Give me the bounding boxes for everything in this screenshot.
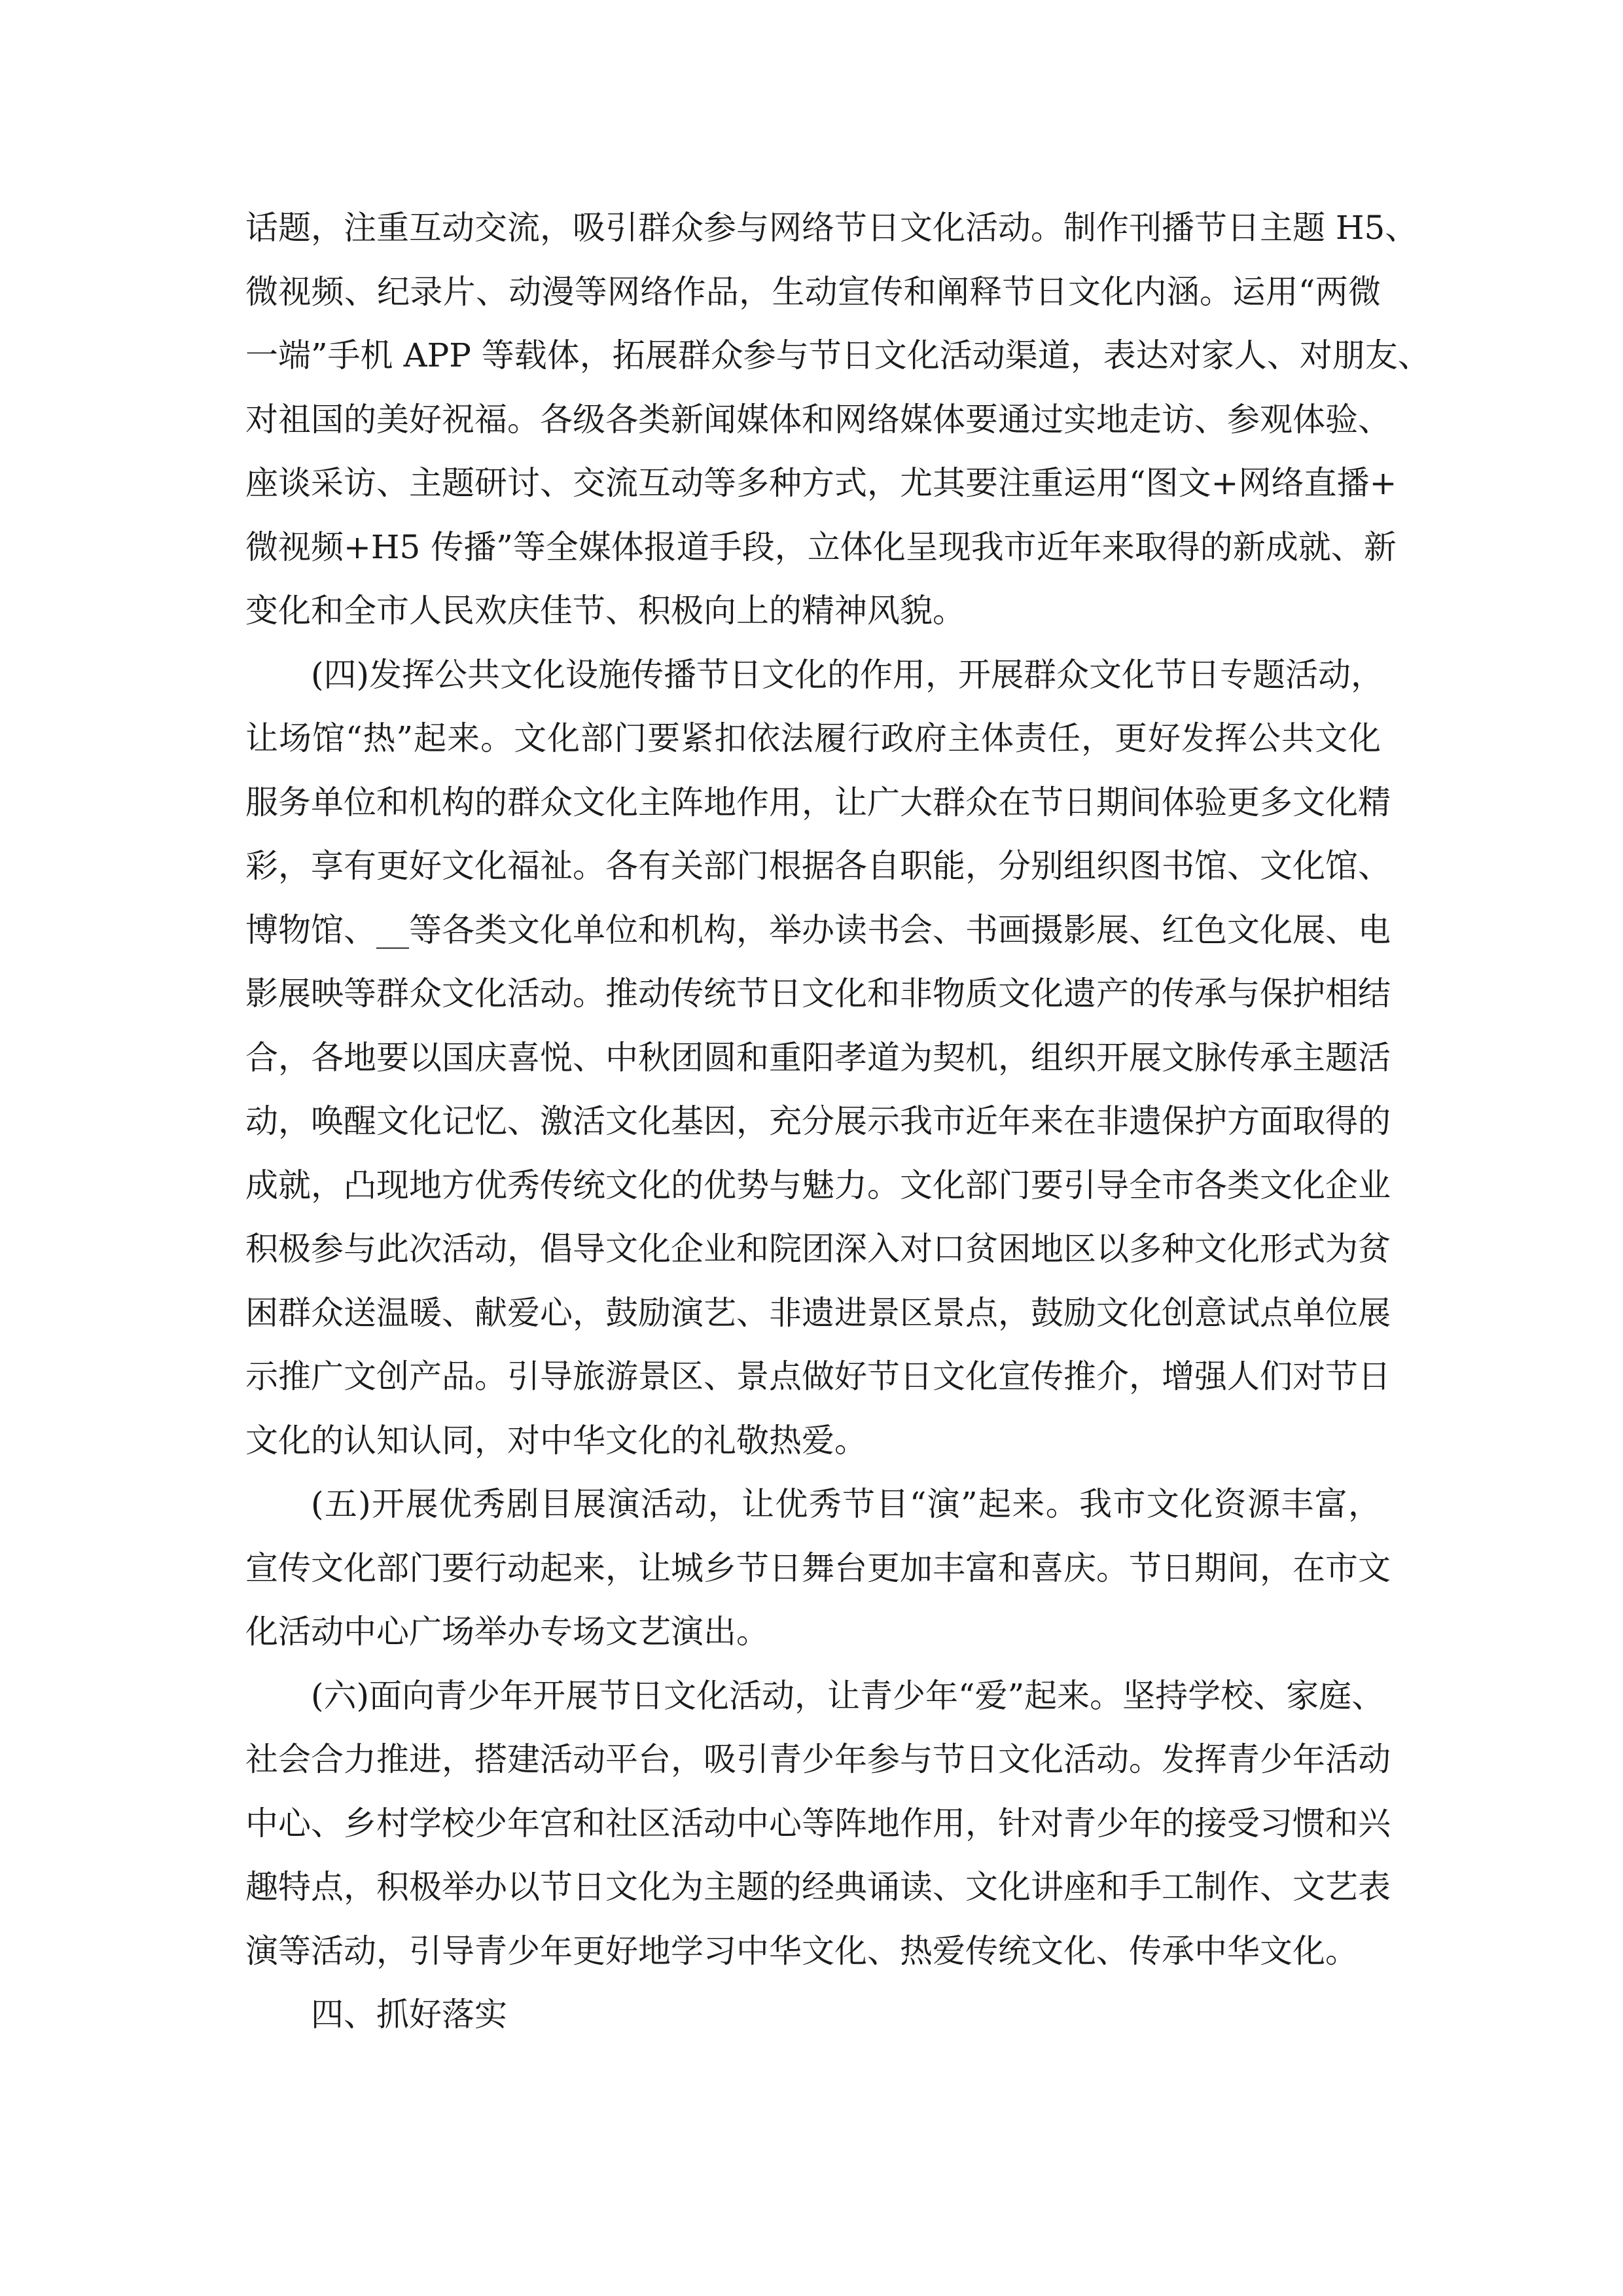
text-line: 四、抓好落实 <box>311 1996 507 2034</box>
text-line: (六)面向青少年开展节日文化活动，让青少年“爱”起来。坚持学校、家庭、 <box>311 1676 1385 1715</box>
text-line: 微视频+H5 传播”等全媒体报道手段，立体化呈现我市近年来取得的新成就、新 <box>245 528 1397 566</box>
text-line: 社会合力推进，搭建活动平台，吸引青少年参与节日文化活动。发挥青少年活动 <box>245 1740 1391 1778</box>
text-line: 困群众送温暖、献爱心，鼓励演艺、非遗进景区景点，鼓励文化创意试点单位展 <box>245 1293 1391 1332</box>
text-line: 博物馆、__等各类文化单位和机构，举办读书会、书画摄影展、红色文化展、电 <box>245 910 1391 949</box>
document-body <box>245 196 1431 2047</box>
paragraph-heading-four <box>245 1983 1381 2047</box>
text-line: 彩，享有更好文化福祉。各有关部门根据各自职能，分别组织图书馆、文化馆、 <box>245 847 1391 885</box>
text-line: 趣特点，积极举办以节日文化为主题的经典诵读、文化讲座和手工制作、文艺表 <box>245 1868 1391 1906</box>
text-line: 微视频、纪录片、动漫等网络作品，生动宣传和阐释节日文化内涵。运用“两微 <box>245 272 1381 311</box>
text-line: 座谈采访、主题研讨、交流互动等多种方式，尤其要注重运用“图文+网络直播+ <box>245 464 1397 502</box>
text-line: (四)发挥公共文化设施传播节日文化的作用，开展群众文化节日专题活动， <box>311 655 1384 694</box>
text-line: 化活动中心广场举办专场文艺演出。 <box>245 1613 769 1651</box>
paragraph-six <box>245 1664 1391 1984</box>
text-line: 示推广文创产品。引导旅游景区、景点做好节日文化宣传推介，增强人们对节日 <box>245 1357 1391 1395</box>
paragraph-media <box>245 196 1431 643</box>
text-line: 让场馆“热”起来。文化部门要紧扣依法履行政府主体责任，更好发挥公共文化 <box>245 719 1381 757</box>
text-line: 影展映等群众文化活动。推动传统节日文化和非物质文化遗产的传承与保护相结 <box>245 975 1391 1013</box>
text-line: 宣传文化部门要行动起来，让城乡节日舞台更加丰富和喜庆。节日期间，在市文 <box>245 1549 1391 1587</box>
paragraph-five <box>245 1473 1391 1664</box>
text-line: 积极参与此次活动，倡导文化企业和院团深入对口贫困地区以多种文化形式为贫 <box>245 1230 1391 1268</box>
text-line: 中心、乡村学校少年宫和社区活动中心等阵地作用，针对青少年的接受习惯和兴 <box>245 1804 1391 1842</box>
text-line: 合，各地要以国庆喜悦、中秋团圆和重阳孝道为契机，组织开展文脉传承主题活 <box>245 1038 1391 1077</box>
text-line: 对祖国的美好祝福。各级各类新闻媒体和网络媒体要通过实地走访、参观体验、 <box>245 400 1391 439</box>
text-line: 文化的认知认同，对中华文化的礼敬热爱。 <box>245 1421 867 1460</box>
text-line: 演等活动，引导青少年更好地学习中华文化、热爱传统文化、传承中华文化。 <box>245 1931 1358 1970</box>
text-line: 一端”手机 APP 等载体，拓展群众参与节日文化活动渠道，表达对家人、对朋友、 <box>245 336 1431 374</box>
text-line: 动，唤醒文化记忆、激活文化基因，充分展示我市近年来在非遗保护方面取得的 <box>245 1102 1391 1140</box>
text-line: 成就，凸现地方优秀传统文化的优势与魅力。文化部门要引导全市各类文化企业 <box>245 1166 1391 1204</box>
paragraph-four <box>245 643 1391 1473</box>
text-line: (五)开展优秀剧目展演活动，让优秀节目“演”起来。我市文化资源丰富， <box>311 1485 1381 1523</box>
text-line: 服务单位和机构的群众文化主阵地作用，让广大群众在节日期间体验更多文化精 <box>245 783 1391 821</box>
text-line: 变化和全市人民欢庆佳节、积极向上的精神风貌。 <box>245 592 965 630</box>
text-line: 话题，注重互动交流，吸引群众参与网络节日文化活动。制作刊播节日主题 H5、 <box>245 209 1418 247</box>
